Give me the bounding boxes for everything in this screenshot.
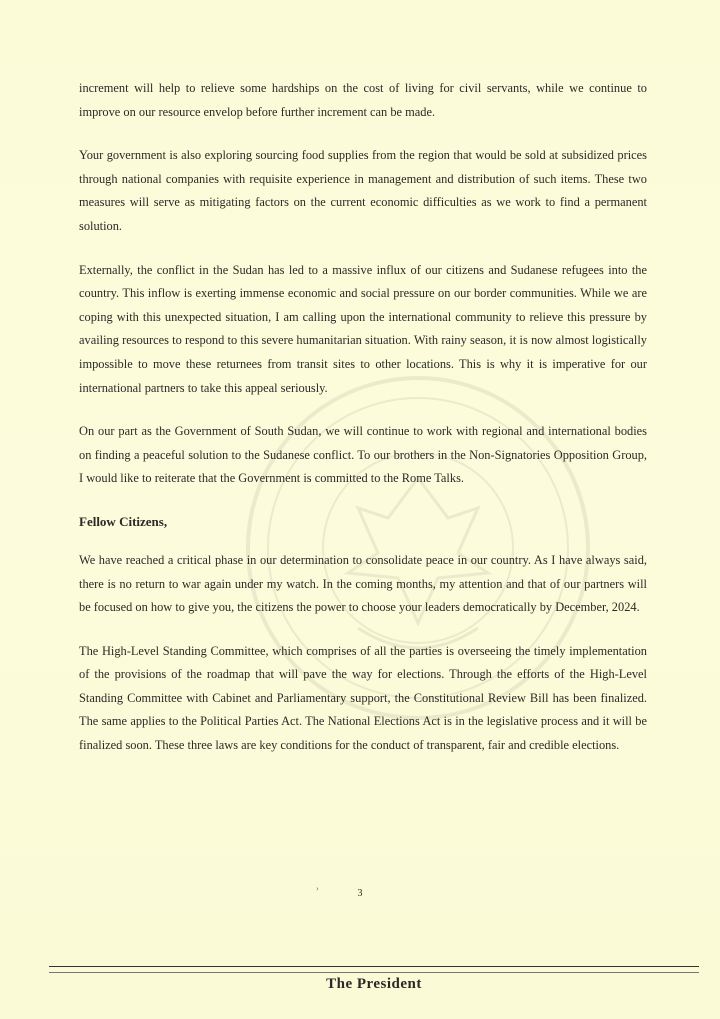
body-paragraph: Your government is also exploring sourcing food supplies from the region that would be sold at subsidized prices through national companies with requisite experience in management and distribution of such items. These two measures will serve as mitigating factors on the current economic difficulties as we work to find a permanent solution. [79,148,647,233]
page-number: 3 [357,888,363,899]
body-paragraph: Externally, the conflict in the Sudan has led to a massive influx of our citizens and Sudanese refugees into the country. This inflow is exerting immense economic and social pressure on our border communities. While we are coping with this unexpected situation, I am calling upon the international community to relieve this pressure by availing resources to respond to this severe humanitarian situation. With rainy season, it is now almost logistically impossible to move these returnees from transit sites to other locations. This is why it is imperative for our international partners to take this appeal seriously. [79,262,647,395]
footer-title: The President [326,976,422,992]
body-paragraph: On our part as the Government of South Sudan, we will continue to work with regional and international bodies on finding a peaceful solution to the Sudanese conflict. To our brothers in the Non-Signatories Opposition Group, I would like to reiterate that the Government is committed to the Rome Talks. [79,424,647,486]
footer-divider [49,966,699,967]
section-heading: Fellow Citizens, [79,513,168,529]
body-paragraph: We have reached a critical phase in our determination to consolidate peace in our country. As I have always said, there is no return to war again under my watch. In the coming months, my attention and that of our partners will be focused on how to give you, the citizens the power to choose your leaders democratically by December, 2024. [79,552,647,615]
document-body [79,77,647,778]
footer-divider-thin [49,972,699,973]
body-paragraph: The High-Level Standing Committee, which comprises of all the parties is overseeing the timely implementation of the provisions of the roadmap that will pave the way for elections. Through the efforts of the High-Level Standing Committee with Cabinet and Parliamentary support, the Constitutional Review Bill has been finalized. The same applies to the Political Parties Act. The National Elections Act is in the legislative process and it will be finalized soon. These three laws are key conditions for the conduct of transparent, fair and credible elections. [79,643,647,753]
tick-mark: › [316,884,319,893]
body-paragraph: increment will help to relieve some hardships on the cost of living for civil servants, while we continue to improve on our resource envelop before further increment can be made. [79,81,647,119]
